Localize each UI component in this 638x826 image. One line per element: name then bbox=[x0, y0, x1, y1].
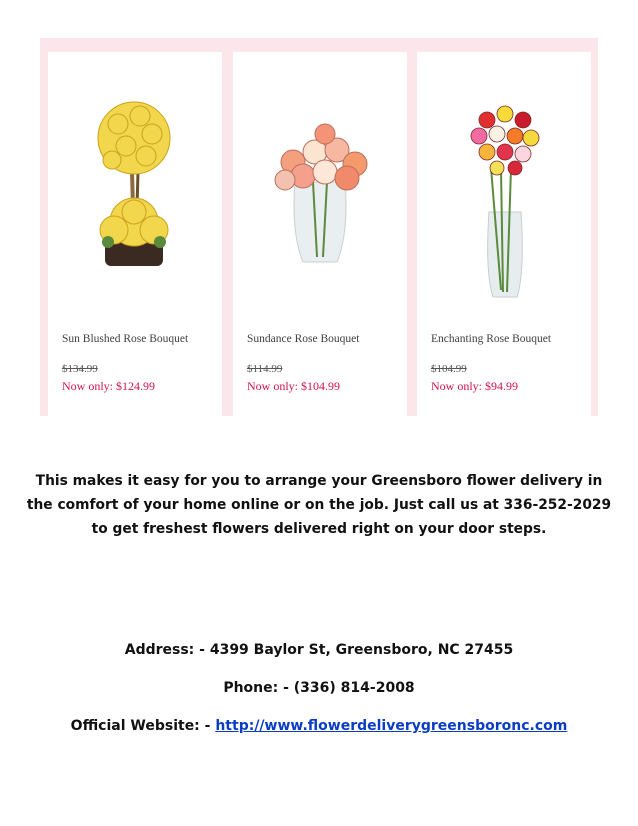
mixed-rose-vase-icon[interactable] bbox=[233, 72, 407, 322]
website-link[interactable]: http://www.flowerdeliverygreensboronc.com bbox=[215, 718, 568, 734]
product-name[interactable]: Sun Blushed Rose Bouquet bbox=[62, 333, 189, 345]
sale-price: Now only: $104.99 bbox=[247, 379, 340, 393]
sale-price: Now only: $124.99 bbox=[62, 379, 155, 393]
old-price: $104.99 bbox=[431, 363, 467, 375]
sale-price: Now only: $94.99 bbox=[431, 379, 518, 393]
product-name[interactable]: Sundance Rose Bouquet bbox=[247, 333, 360, 345]
phone-line: Phone: - (336) 814-2008 bbox=[223, 680, 415, 696]
product-card[interactable] bbox=[233, 52, 407, 416]
old-price: $114.99 bbox=[247, 363, 283, 375]
yellow-rose-topiary-icon[interactable] bbox=[48, 72, 222, 322]
website-line bbox=[0, 718, 638, 734]
product-name[interactable]: Enchanting Rose Bouquet bbox=[431, 333, 552, 345]
address-line: Address: - 4399 Baylor St, Greensboro, NC 27455 bbox=[124, 642, 514, 658]
intro-paragraph: This makes it easy for you to arrange your Greensboro flower delivery in the comfort of your home online or on the job. Just call us at 336-252-2029 to get freshest flowers delivered right on your door steps. bbox=[26, 473, 612, 537]
product-card[interactable] bbox=[48, 52, 222, 416]
product-panel bbox=[40, 38, 598, 416]
product-card[interactable] bbox=[417, 52, 591, 416]
website-label: Official Website: - bbox=[70, 718, 216, 734]
rainbow-rose-vase-icon[interactable] bbox=[417, 72, 591, 322]
old-price: $134.99 bbox=[62, 363, 98, 375]
